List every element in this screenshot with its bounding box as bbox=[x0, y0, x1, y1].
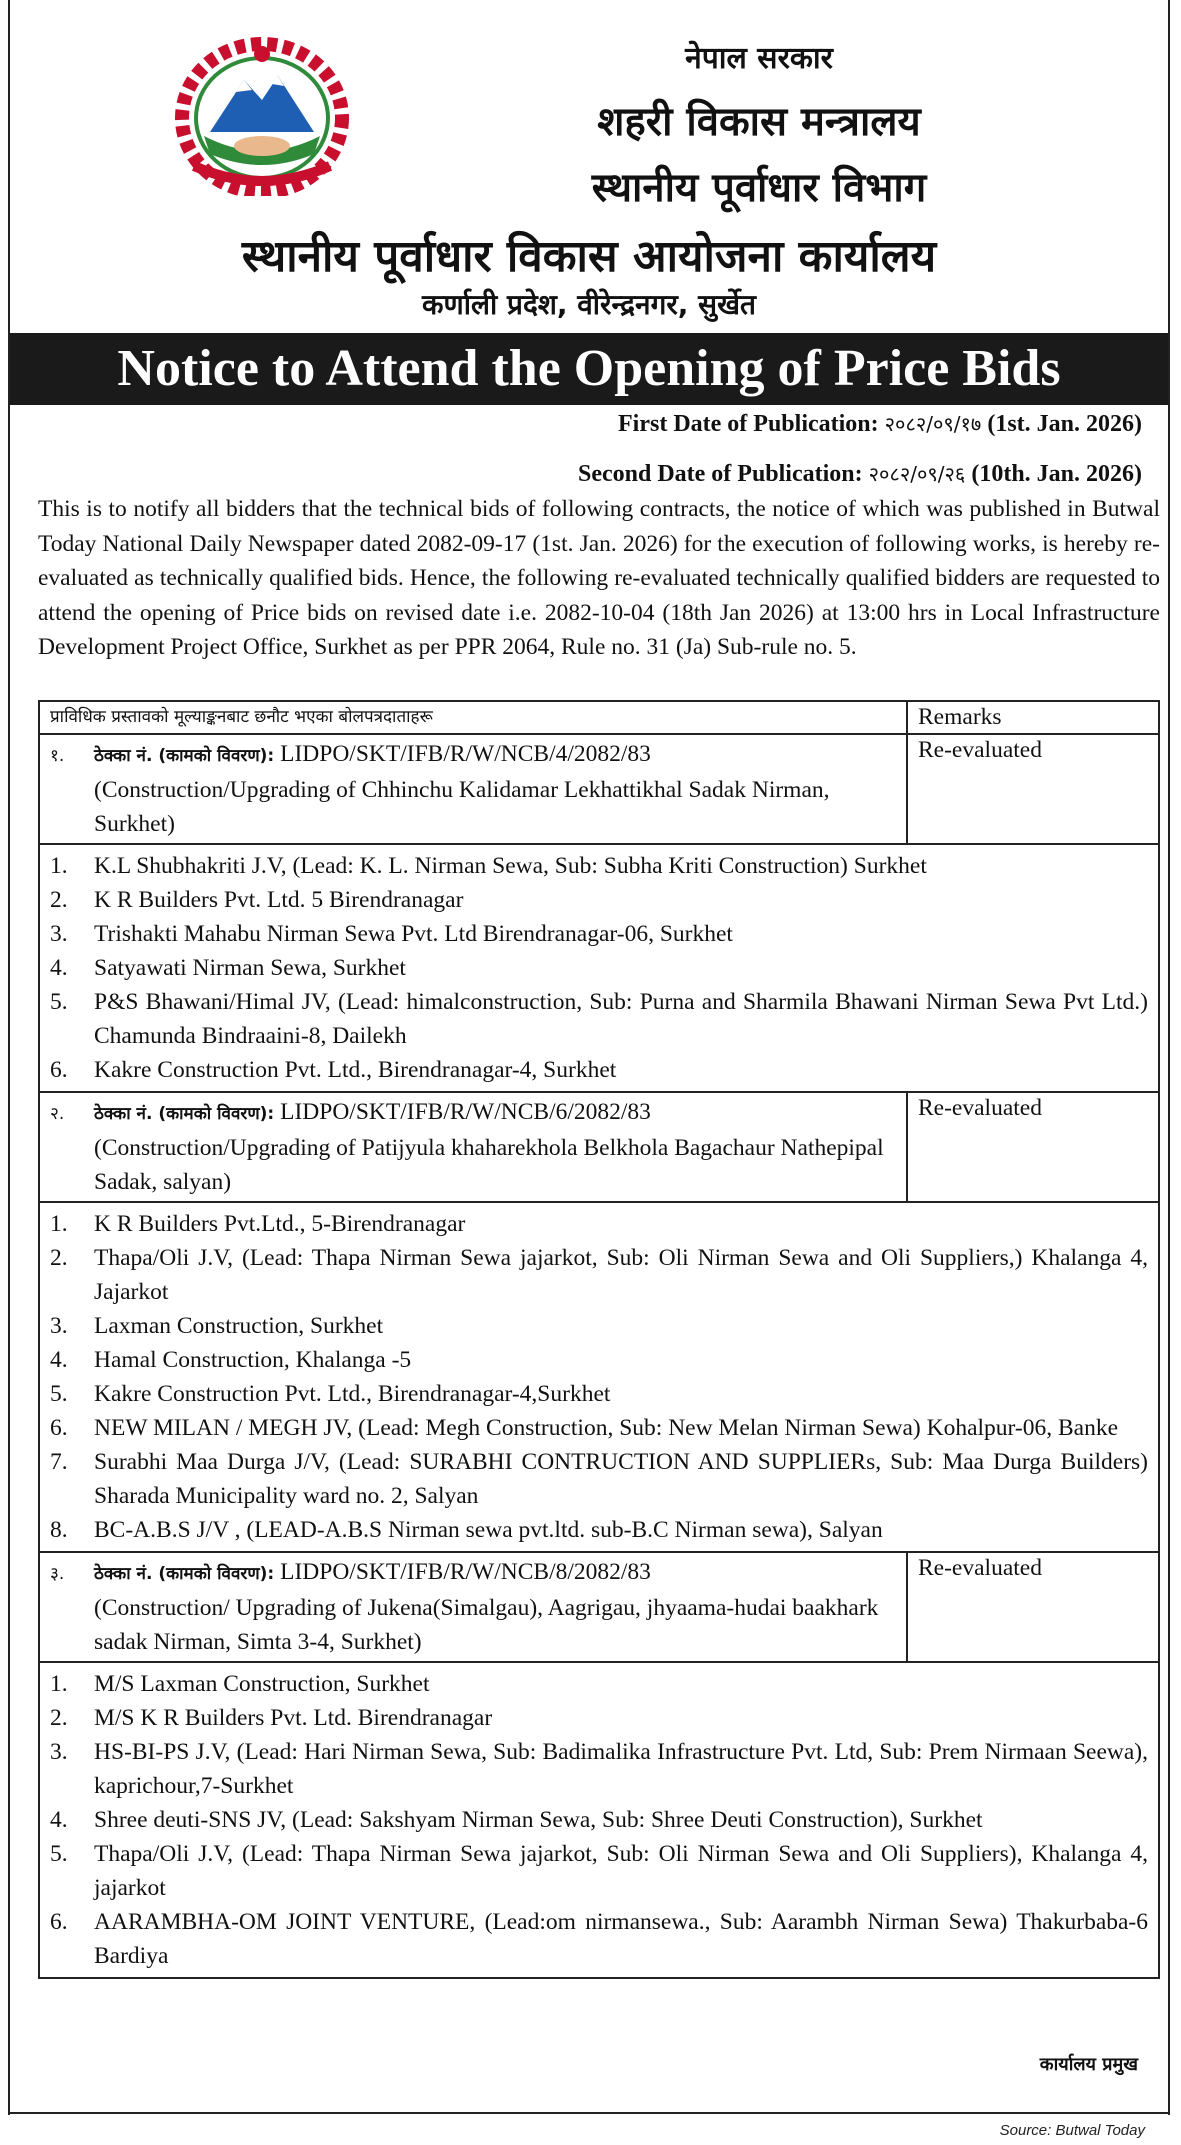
bidder-name: Kakre Construction Pvt. Ltd., Birendranagar-4,Surkhet bbox=[94, 1381, 611, 1407]
bidders-cell bbox=[39, 844, 1159, 1092]
contract-details bbox=[39, 734, 907, 844]
bidder-name: Surabhi Maa Durga J/V, (Lead: SURABHI CONTRUCTION AND SUPPLIERs, Sub: Maa Durga Builders) Sharada Municipality ward no. 2, Salyan bbox=[94, 1449, 1148, 1509]
contract-label: ठेक्का नं. (कामको विवरण): bbox=[94, 746, 275, 766]
list-item: 3. Laxman Construction, Surkhet bbox=[50, 1309, 1148, 1343]
contract-details bbox=[39, 1552, 907, 1662]
bidder-name: Laxman Construction, Surkhet bbox=[94, 1313, 384, 1339]
list-item: 3. Trishakti Mahabu Nirman Sewa Pvt. Ltd Birendranagar-06, Surkhet bbox=[50, 917, 1148, 951]
list-item: 4. Hamal Construction, Khalanga -5 bbox=[50, 1343, 1148, 1377]
bidders-row bbox=[39, 1662, 1159, 1978]
contract-details bbox=[39, 1092, 907, 1202]
list-item: 5. Thapa/Oli J.V, (Lead: Thapa Nirman Sewa jajarkot, Sub: Oli Nirman Sewa and Oli Suppliers), Khalanga 4, jajarkot bbox=[50, 1837, 1148, 1905]
header-department: स्थानीय पूर्वाधार विभाग bbox=[591, 165, 927, 211]
source-credit: Source: Butwal Today bbox=[999, 2122, 1145, 2139]
bidder-name: M/S K R Builders Pvt. Ltd. Birendranagar bbox=[94, 1705, 493, 1731]
bidders-list bbox=[50, 847, 1148, 1089]
bidder-name: Thapa/Oli J.V, (Lead: Thapa Nirman Sewa jajarkot, Sub: Oli Nirman Sewa and Oli Suppliers,) Khalanga 4, Jajarkot bbox=[94, 1245, 1148, 1305]
bidder-name: M/S Laxman Construction, Surkhet bbox=[94, 1671, 430, 1697]
notice-page bbox=[8, 0, 1170, 2115]
contract-description: (Construction/ Upgrading of Jukena(Simalgau), Aagrigau, jhyaama-hudai baakhark sadak Nirman, Simta 3-4, Surkhet) bbox=[94, 1595, 879, 1655]
contract-code: LIDPO/SKT/IFB/R/W/NCB/8/2082/83 bbox=[280, 1559, 651, 1585]
list-item: 4. Satyawati Nirman Sewa, Surkhet bbox=[50, 951, 1148, 985]
bidder-name: AARAMBHA-OM JOINT VENTURE, (Lead:om nirmansewa., Sub: Aarambh Nirman Sewa) Thakurbaba-6 Bardiya bbox=[94, 1909, 1148, 1969]
header-government: नेपाल सरकार bbox=[685, 41, 833, 76]
second-publication-np: २०८२/०९/२६ bbox=[868, 462, 966, 486]
list-item: 1. M/S Laxman Construction, Surkhet bbox=[50, 1667, 1148, 1701]
bidder-name: Thapa/Oli J.V, (Lead: Thapa Nirman Sewa jajarkot, Sub: Oli Nirman Sewa and Oli Suppliers), Khalanga 4, jajarkot bbox=[94, 1841, 1148, 1901]
header-office: स्थानीय पूर्वाधार विकास आयोजना कार्यालय bbox=[241, 231, 937, 282]
list-item: 4. Shree deuti-SNS JV, (Lead: Sakshyam Nirman Sewa, Sub: Shree Deuti Construction), Surkhet bbox=[50, 1803, 1148, 1837]
header-ministry: शहरी विकास मन्त्रालय bbox=[597, 99, 921, 145]
bidders-cell bbox=[39, 1662, 1159, 1978]
second-publication-label: Second Date of Publication: bbox=[577, 461, 863, 487]
table-header-row bbox=[39, 701, 1159, 734]
list-item: 2. M/S K R Builders Pvt. Ltd. Birendranagar bbox=[50, 1701, 1148, 1735]
list-item: 1. K R Builders Pvt.Ltd., 5-Birendranagar bbox=[50, 1207, 1148, 1241]
contract-code: LIDPO/SKT/IFB/R/W/NCB/6/2082/83 bbox=[280, 1099, 651, 1125]
contract-remark: Re-evaluated bbox=[907, 1092, 1159, 1202]
second-publication-en: (10th. Jan. 2026) bbox=[971, 461, 1142, 487]
contract-number: २. bbox=[50, 1104, 65, 1124]
contract-number: ३. bbox=[50, 1564, 65, 1584]
list-item: 2. Thapa/Oli J.V, (Lead: Thapa Nirman Sewa jajarkot, Sub: Oli Nirman Sewa and Oli Suppliers,) Khalanga 4, Jajarkot bbox=[50, 1241, 1148, 1309]
intro-paragraph: This is to notify all bidders that the technical bids of following contracts, the notice of which was published in Butwal Today National Daily Newspaper dated 2082-09-17 (1st. Jan. 2026) for the execution of following works, is hereby re-evaluated as technically qualified bids. Hence, the following re-evaluated technically qualified bidders are requested to attend the opening of Price bids on revised date i.e. 2082-10-04 (18th Jan 2026) at 13:00 hrs in Local Infrastructure Development Project Office, Surkhet as per PPR 2064, Rule no. 31 (Ja) Sub-rule no. 5. bbox=[38, 496, 1160, 660]
contract-row bbox=[39, 734, 1159, 844]
contract-description: (Construction/Upgrading of Chhinchu Kalidamar Lekhattikhal Sadak Nirman, Surkhet) bbox=[94, 777, 830, 837]
bidders-table bbox=[38, 700, 1160, 1979]
list-item: 6. AARAMBHA-OM JOINT VENTURE, (Lead:om nirmansewa., Sub: Aarambh Nirman Sewa) Thakurbaba-6 Bardiya bbox=[50, 1905, 1148, 1973]
bidder-name: P&S Bhawani/Himal JV, (Lead: himalconstruction, Sub: Purna and Sharmila Bhawani Nirman Sewa Pvt Ltd.) Chamunda Bindraaini-8, Dailekh bbox=[94, 989, 1148, 1049]
bidders-row bbox=[39, 1202, 1159, 1552]
list-item: 1. K.L Shubhakriti J.V, (Lead: K. L. Nirman Sewa, Sub: Subha Kriti Construction) Surkhet bbox=[50, 849, 1148, 883]
header-address: कर्णाली प्रदेश, वीरेन्द्रनगर, सुर्खेत bbox=[422, 288, 756, 321]
first-publication-label: First Date of Publication: bbox=[618, 411, 879, 437]
second-publication-date bbox=[578, 460, 1142, 488]
list-item: 8. BC-A.B.S J/V , (LEAD-A.B.S Nirman sewa pvt.ltd. sub-B.C Nirman sewa), Salyan bbox=[50, 1513, 1148, 1547]
list-item: 2. K R Builders Pvt. Ltd. 5 Birendranagar bbox=[50, 883, 1148, 917]
contract-row bbox=[39, 1552, 1159, 1662]
contract-code: LIDPO/SKT/IFB/R/W/NCB/4/2082/83 bbox=[280, 741, 651, 767]
bidders-list bbox=[50, 1205, 1148, 1549]
contract-label: ठेक्का नं. (कामको विवरण): bbox=[94, 1564, 275, 1584]
bidder-name: K R Builders Pvt.Ltd., 5-Birendranagar bbox=[94, 1211, 466, 1237]
list-item: 5. P&S Bhawani/Himal JV, (Lead: himalconstruction, Sub: Purna and Sharmila Bhawani Nirman Sewa Pvt Ltd.) Chamunda Bindraaini-8, Dailekh bbox=[50, 985, 1148, 1053]
list-item: 7. Surabhi Maa Durga J/V, (Lead: SURABHI CONTRUCTION AND SUPPLIERs, Sub: Maa Durga Builders) Sharada Municipality ward no. 2, Salyan bbox=[50, 1445, 1148, 1513]
list-item: 5. Kakre Construction Pvt. Ltd., Birendranagar-4,Surkhet bbox=[50, 1377, 1148, 1411]
bidder-name: Shree deuti-SNS JV, (Lead: Sakshyam Nirman Sewa, Sub: Shree Deuti Construction), Surkhet bbox=[94, 1807, 983, 1833]
contract-row bbox=[39, 1092, 1159, 1202]
first-publication-en: (1st. Jan. 2026) bbox=[987, 411, 1142, 437]
contract-label: ठेक्का नं. (कामको विवरण): bbox=[94, 1104, 275, 1124]
bidder-name: HS-BI-PS J.V, (Lead: Hari Nirman Sewa, Sub: Badimalika Infrastructure Pvt. Ltd, Sub: Prem Nirmaan Seewa), kaprichour,7-Surkhet bbox=[94, 1739, 1148, 1799]
bidders-cell bbox=[39, 1202, 1159, 1552]
list-item: 6. NEW MILAN / MEGH JV, (Lead: Megh Construction, Sub: New Melan Nirman Sewa) Kohalpur-06, Banke bbox=[50, 1411, 1148, 1445]
bidder-name: K R Builders Pvt. Ltd. 5 Birendranagar bbox=[94, 887, 464, 913]
contract-remark: Re-evaluated bbox=[907, 734, 1159, 844]
contract-description: (Construction/Upgrading of Patijyula khaharekhola Belkhola Bagachaur Nathepipal Sadak, salyan) bbox=[94, 1135, 884, 1195]
contract-remark: Re-evaluated bbox=[907, 1552, 1159, 1662]
bidders-row bbox=[39, 844, 1159, 1092]
signature-office-chief: कार्यालय प्रमुख bbox=[1039, 2054, 1138, 2075]
first-publication-np: २०८२/०९/१७ bbox=[884, 412, 982, 436]
letterhead bbox=[10, 0, 1168, 330]
notice-title: Notice to Attend the Opening of Price Bids bbox=[10, 333, 1168, 405]
bidder-name: Hamal Construction, Khalanga -5 bbox=[94, 1347, 412, 1373]
table-head-bidders: प्राविधिक प्रस्तावको मूल्याङ्कनबाट छनौट भएका बोलपत्रदाताहरू bbox=[39, 701, 907, 734]
bidder-name: K.L Shubhakriti J.V, (Lead: K. L. Nirman Sewa, Sub: Subha Kriti Construction) Surkhet bbox=[94, 853, 927, 879]
contract-number: १. bbox=[50, 746, 65, 766]
first-publication-date bbox=[618, 410, 1142, 438]
bidder-name: NEW MILAN / MEGH JV, (Lead: Megh Construction, Sub: New Melan Nirman Sewa) Kohalpur-06, Banke bbox=[94, 1415, 1119, 1441]
list-item: 3. HS-BI-PS J.V, (Lead: Hari Nirman Sewa, Sub: Badimalika Infrastructure Pvt. Ltd, Sub: Prem Nirmaan Seewa), kaprichour,7-Surkhet bbox=[50, 1735, 1148, 1803]
table-head-remarks: Remarks bbox=[907, 701, 1159, 734]
bidders-list bbox=[50, 1665, 1148, 1975]
bidder-name: BC-A.B.S J/V , (LEAD-A.B.S Nirman sewa pvt.ltd. sub-B.C Nirman sewa), Salyan bbox=[94, 1517, 883, 1543]
bidder-name: Trishakti Mahabu Nirman Sewa Pvt. Ltd Birendranagar-06, Surkhet bbox=[94, 921, 733, 947]
bidder-name: Kakre Construction Pvt. Ltd., Birendranagar-4, Surkhet bbox=[94, 1057, 617, 1083]
bottom-divider bbox=[8, 2112, 1170, 2114]
list-item: 6. Kakre Construction Pvt. Ltd., Birendranagar-4, Surkhet bbox=[50, 1053, 1148, 1087]
bidder-name: Satyawati Nirman Sewa, Surkhet bbox=[94, 955, 406, 981]
